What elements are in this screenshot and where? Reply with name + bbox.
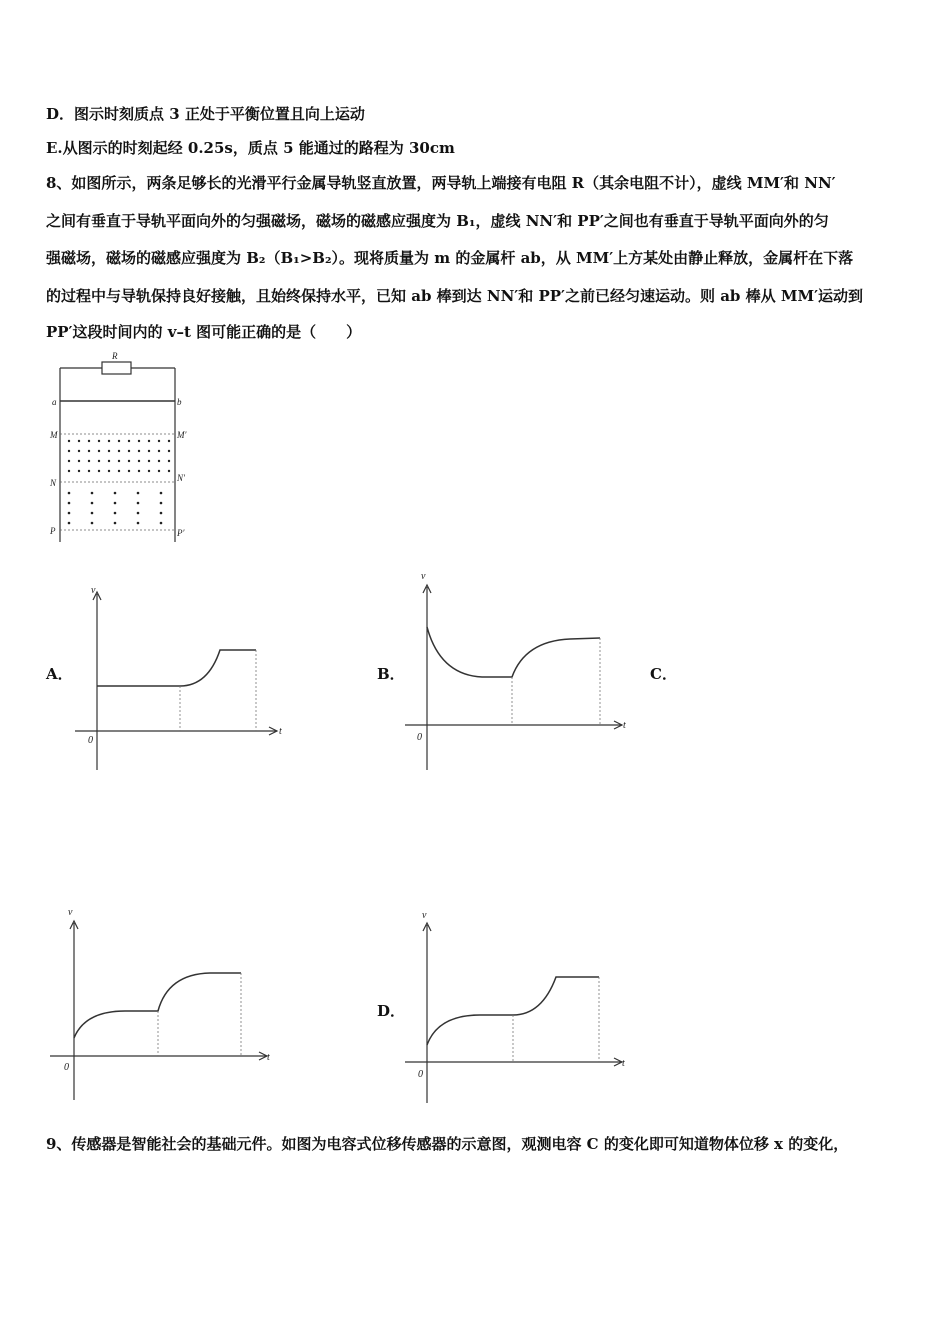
field-dot	[68, 502, 71, 505]
field-dot	[118, 440, 120, 442]
field-dot	[78, 440, 80, 442]
option-d-label: D．	[377, 1002, 406, 1020]
label-n: N	[50, 478, 57, 488]
field-dot	[108, 450, 110, 452]
field-dot	[168, 440, 170, 442]
field-dot	[138, 470, 140, 472]
field-dot	[68, 512, 71, 515]
field-dot	[128, 460, 130, 462]
field-dot	[98, 460, 100, 462]
field-dot	[88, 470, 90, 472]
option-b-label: B．	[377, 665, 405, 683]
field-dot	[118, 470, 120, 472]
field-dot	[158, 450, 160, 452]
field-dot	[68, 460, 70, 462]
field-dot	[137, 502, 140, 505]
field-dot	[128, 470, 130, 472]
field-dot	[148, 440, 150, 442]
label-a: a	[52, 397, 57, 407]
field-dot	[160, 502, 163, 505]
graph-d-v: v	[422, 910, 427, 921]
field-dot	[68, 522, 71, 525]
field-dot	[158, 470, 160, 472]
field-dot	[148, 450, 150, 452]
field-dot	[118, 450, 120, 452]
resistor-label: R	[112, 351, 118, 361]
graph-c-t: t	[267, 1052, 270, 1063]
field-dot	[91, 502, 94, 505]
label-n-prime: N′	[177, 473, 185, 483]
field-dot	[88, 460, 90, 462]
label-b: b	[177, 397, 182, 407]
graph-b-v: v	[421, 571, 426, 582]
field-dot	[78, 450, 80, 452]
label-m-prime: M′	[177, 430, 187, 440]
option-e-prev: E.从图示的时刻起经 0.25s，质点 5 能通过的路程为 30cm	[46, 139, 455, 157]
field-dot	[168, 460, 170, 462]
field-dot	[114, 522, 117, 525]
label-p: P	[50, 526, 56, 536]
field-dot	[160, 492, 163, 495]
graph-a-t: t	[279, 726, 282, 737]
field-dot	[78, 470, 80, 472]
field-dot	[137, 512, 140, 515]
field-dot	[68, 450, 70, 452]
option-c-label: C．	[650, 665, 677, 683]
field-dot	[168, 470, 170, 472]
field-dot	[148, 470, 150, 472]
field-dot	[137, 522, 140, 525]
graph-c-origin: 0	[64, 1062, 69, 1073]
field-dot	[114, 512, 117, 515]
field-dot	[98, 440, 100, 442]
field-dot	[88, 450, 90, 452]
field-dot	[128, 450, 130, 452]
field-dot	[138, 440, 140, 442]
graph-d-t: t	[622, 1058, 625, 1069]
field-dot	[137, 492, 140, 495]
field-dot	[88, 440, 90, 442]
field-dot	[108, 460, 110, 462]
field-dot	[138, 450, 140, 452]
field-dot	[91, 522, 94, 525]
graph-b-t: t	[623, 720, 626, 731]
field-dot	[91, 512, 94, 515]
field-dot	[158, 440, 160, 442]
label-m: M	[50, 430, 58, 440]
field-dot	[158, 460, 160, 462]
question-8-line-2: 之间有垂直于导轨平面向外的匀强磁场，磁场的磁感应强度为 B₁，虚线 NN′和 PP′之间也有垂直于导轨平面向外的匀	[46, 212, 829, 230]
field-dot	[68, 492, 71, 495]
graph-a-origin: 0	[88, 735, 93, 746]
field-dot	[68, 440, 70, 442]
graph-d	[400, 905, 640, 1105]
graph-d-origin: 0	[418, 1069, 423, 1080]
graph-a	[70, 580, 290, 775]
field-dot	[91, 492, 94, 495]
field-dot	[148, 460, 150, 462]
field-dot	[98, 450, 100, 452]
field-dot	[114, 502, 117, 505]
option-d-prev: D．图示时刻质点 3 正处于平衡位置且向上运动	[46, 105, 365, 123]
field-dot	[128, 440, 130, 442]
graph-a-v: v	[91, 585, 96, 596]
field-dot	[108, 470, 110, 472]
question-8-line-5: PP′这段时间内的 v–t 图可能正确的是（ ）	[46, 323, 362, 341]
field-dot	[98, 470, 100, 472]
label-p-prime: P′	[177, 528, 185, 538]
question-8-line-1: 8、如图所示，两条足够长的光滑平行金属导轨竖直放置，两导轨上端接有电阻 R（其余电阻不计），虚线 MM′和 NN′	[46, 174, 836, 192]
graph-b	[400, 565, 640, 775]
field-dot	[160, 522, 163, 525]
field-dot	[114, 492, 117, 495]
field-dot	[68, 470, 70, 472]
field-dot	[168, 450, 170, 452]
field-dot	[108, 440, 110, 442]
field-dot	[118, 460, 120, 462]
graph-c	[45, 905, 285, 1105]
question-9-line-1: 9、传感器是智能社会的基础元件。如图为电容式位移传感器的示意图，观测电容 C 的变化即可知道物体位移 x 的变化，	[46, 1135, 849, 1153]
rail-field-diagram	[45, 350, 195, 550]
field-dot	[78, 460, 80, 462]
field-dot	[138, 460, 140, 462]
graph-b-origin: 0	[417, 732, 422, 743]
field-dot	[160, 512, 163, 515]
option-a-label: A．	[46, 665, 73, 683]
question-8-line-3: 强磁场，磁场的磁感应强度为 B₂（B₁>B₂）。现将质量为 m 的金属杆 ab，从 MM′上方某处由静止释放，金属杆在下落	[46, 249, 854, 267]
graph-c-v: v	[68, 907, 73, 918]
question-8-line-4: 的过程中与导轨保持良好接触，且始终保持水平，已知 ab 棒到达 NN′和 PP′之前已经匀速运动。则 ab 棒从 MM′运动到	[46, 287, 864, 305]
